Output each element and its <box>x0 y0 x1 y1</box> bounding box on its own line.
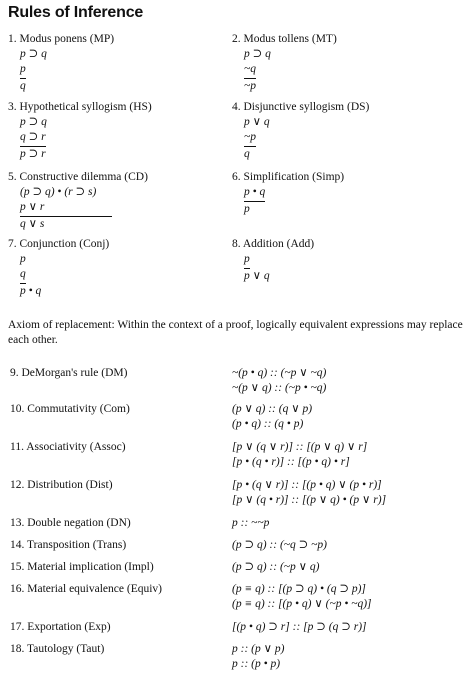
rule-name: 5. Constructive dilemma (CD) <box>8 171 148 183</box>
expression: [(p • q) ⊃ r] :: [p ⊃ (q ⊃ r)] <box>232 621 367 633</box>
premise: (p ⊃ q) • (r ⊃ s) <box>20 186 97 198</box>
rule-expressions <box>232 620 367 635</box>
rule-name: 12. Distribution (Dist) <box>10 479 113 491</box>
expression: p :: (p • p) <box>232 658 281 670</box>
rule-expressions <box>232 440 367 470</box>
rule-name: 15. Material implication (Impl) <box>10 561 154 573</box>
rule-expressions <box>232 366 326 396</box>
premise: p ⊃ q <box>20 48 47 60</box>
rule-name: 7. Conjunction (Conj) <box>8 238 110 250</box>
expression: (p ≡ q) :: [(p ⊃ q) • (q ⊃ p)] <box>232 583 366 595</box>
premise: ~p <box>232 130 369 147</box>
expression: (p • q) :: (q • p) <box>232 418 304 430</box>
rule-name: 2. Modus tollens (MT) <box>232 33 337 45</box>
rule-name: 13. Double negation (DN) <box>10 517 131 529</box>
conclusion: p <box>244 203 250 215</box>
premise: q <box>8 267 109 284</box>
conclusion: p ⊃ r <box>20 148 46 160</box>
expression: (p ≡ q) :: [(p • q) ∨ (~p • ~q)] <box>232 598 372 610</box>
conclusion: q <box>20 80 26 92</box>
rule-expressions <box>232 402 312 432</box>
rule-name: 14. Transposition (Trans) <box>10 539 127 551</box>
expression: (p ⊃ q) :: (~p ∨ q) <box>232 561 320 573</box>
premise: p ⊃ q <box>20 116 47 128</box>
rule-disjunctive-syllogism <box>232 100 369 162</box>
premise: q ⊃ r <box>8 130 152 147</box>
rule-name: 16. Material equivalence (Equiv) <box>10 583 162 595</box>
expression: [p ∨ (q • r)] :: [(p ∨ q) • (p ∨ r)] <box>232 494 387 506</box>
premise: p <box>20 253 26 265</box>
premise: p <box>8 62 114 79</box>
rule-name: 9. DeMorgan's rule (DM) <box>10 367 128 379</box>
expression: (p ⊃ q) :: (~q ⊃ ~p) <box>232 539 327 551</box>
rule-expressions <box>232 516 269 531</box>
rule-expressions <box>232 478 386 508</box>
rule-constructive-dilemma <box>8 170 148 232</box>
rule-name: 17. Exportation (Exp) <box>10 621 111 633</box>
rule-name: 3. Hypothetical syllogism (HS) <box>8 101 152 113</box>
rule-name: 10. Commutativity (Com) <box>10 403 130 415</box>
rule-name: 4. Disjunctive syllogism (DS) <box>232 101 370 113</box>
rule-modus-ponens <box>8 32 114 94</box>
axiom-of-replacement: Axiom of replacement: Within the context of a proof, logically equivalent expressions may replace each other. <box>8 319 463 346</box>
page-title: Rules of Inference <box>8 4 144 21</box>
rule-name: 8. Addition (Add) <box>232 238 315 250</box>
rule-name: 18. Tautology (Taut) <box>10 643 105 655</box>
expression: ~(p ∨ q) :: (~p • ~q) <box>232 382 327 394</box>
premise: p • q <box>232 185 344 202</box>
premise: ~q <box>232 62 337 79</box>
conclusion: p ∨ q <box>244 270 270 282</box>
rule-hypothetical-syllogism <box>8 100 152 162</box>
premise: p ∨ r <box>8 200 148 217</box>
rule-expressions <box>232 582 372 612</box>
conclusion: ~p <box>244 80 256 92</box>
premise: p <box>232 252 314 269</box>
expression: [p • (q • r)] :: [(p • q) • r] <box>232 456 350 468</box>
expression: ~(p • q) :: (~p ∨ ~q) <box>232 367 327 379</box>
expression: [p • (q ∨ r)] :: [(p • q) ∨ (p • r)] <box>232 479 382 491</box>
rule-conjunction <box>8 237 109 299</box>
conclusion: q <box>244 148 250 160</box>
conclusion: p • q <box>20 285 42 297</box>
rule-modus-tollens <box>232 32 337 94</box>
rule-addition <box>232 237 314 284</box>
rule-expressions <box>232 538 327 553</box>
expression: p :: (p ∨ p) <box>232 643 285 655</box>
premise: p ⊃ q <box>244 48 271 60</box>
rule-name: 1. Modus ponens (MP) <box>8 33 115 45</box>
rule-name: 6. Simplification (Simp) <box>232 171 345 183</box>
conclusion: q ∨ s <box>20 218 45 230</box>
expression: (p ∨ q) :: (q ∨ p) <box>232 403 313 415</box>
premise: p ∨ q <box>244 116 270 128</box>
rule-expressions <box>232 560 320 575</box>
expression: p :: ~~p <box>232 517 270 529</box>
rule-expressions <box>232 642 285 672</box>
rule-simplification <box>232 170 344 217</box>
expression: [p ∨ (q ∨ r)] :: [(p ∨ q) ∨ r] <box>232 441 368 453</box>
rule-name: 11. Associativity (Assoc) <box>10 441 126 453</box>
